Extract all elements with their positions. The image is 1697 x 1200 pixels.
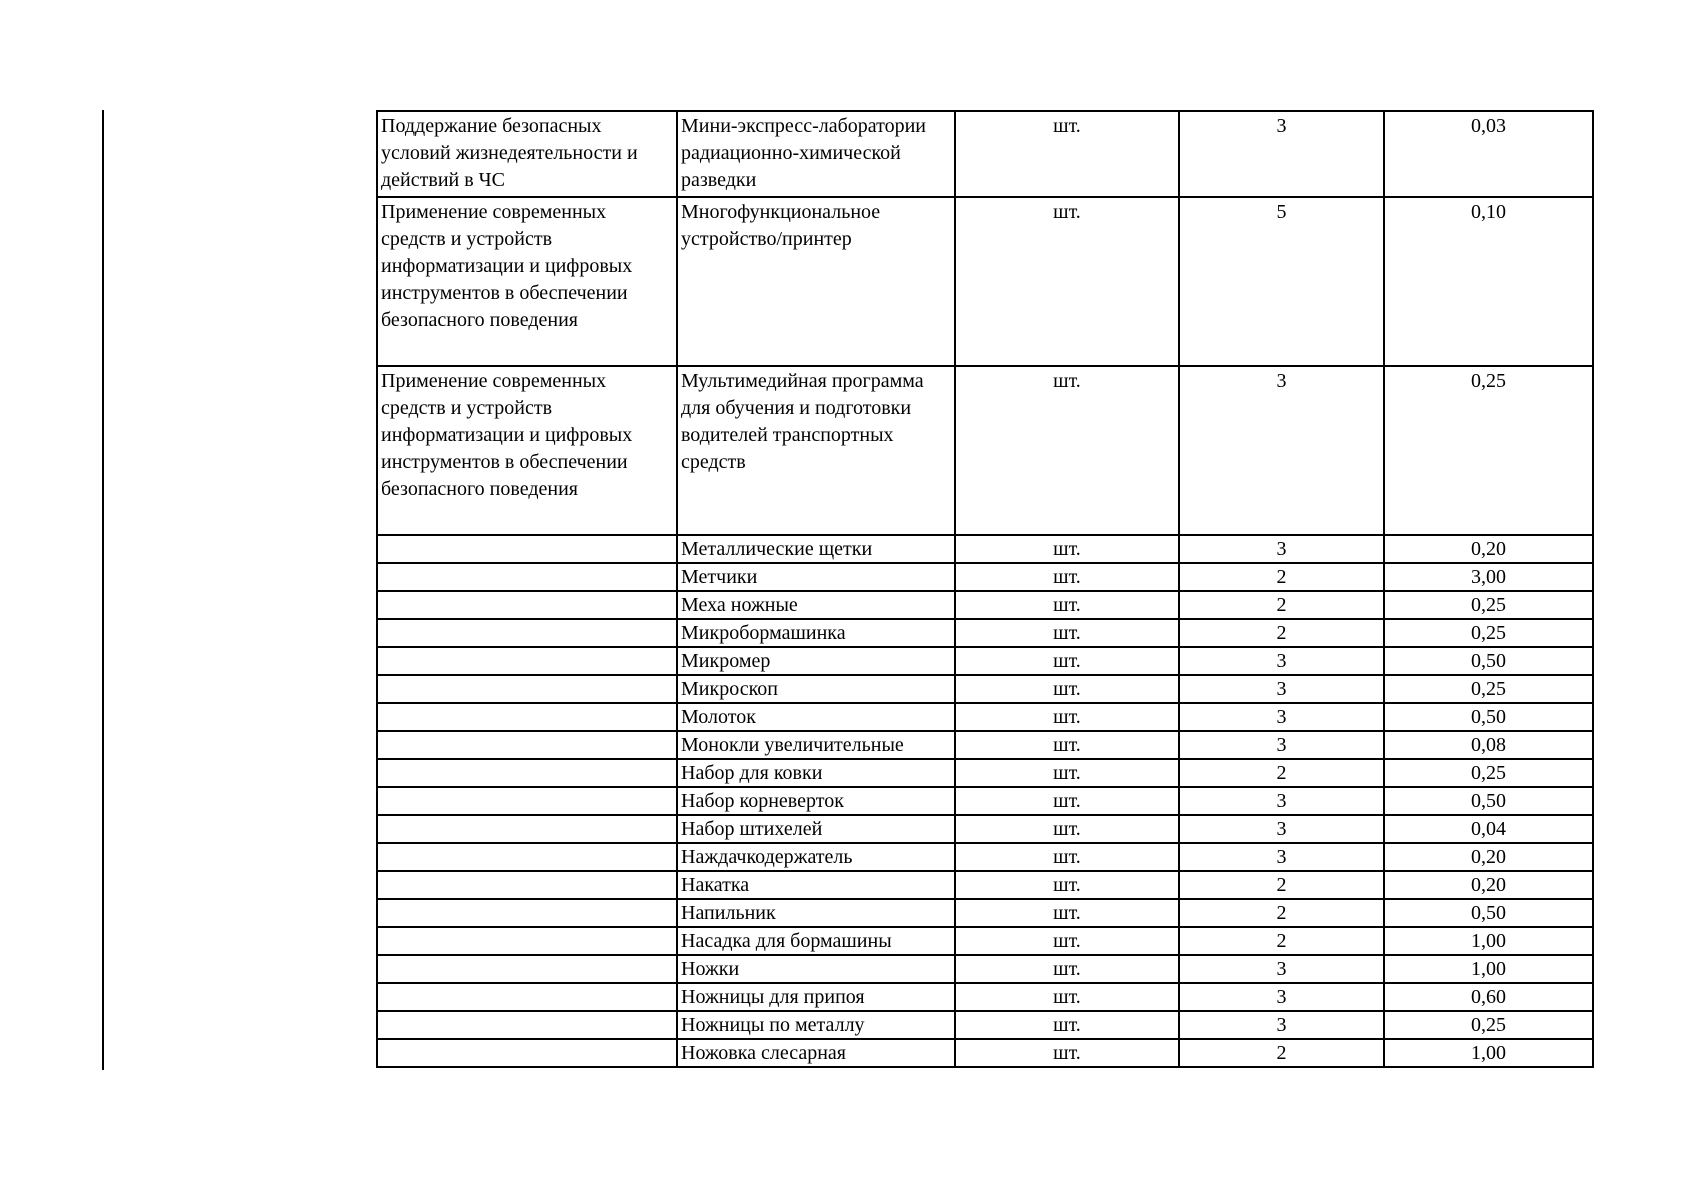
direction-cell [377, 703, 677, 731]
unit-cell: шт. [955, 703, 1179, 731]
unit-cell: шт. [955, 647, 1179, 675]
value-cell: 0,60 [1384, 983, 1593, 1011]
item-name-cell: Микробормашинка [677, 619, 955, 647]
quantity-cell: 3 [1179, 843, 1384, 871]
table-row [377, 955, 1593, 983]
quantity-cell: 2 [1179, 759, 1384, 787]
table-row [377, 675, 1593, 703]
direction-cell [377, 871, 677, 899]
value-cell: 0,20 [1384, 535, 1593, 563]
unit-cell: шт. [955, 815, 1179, 843]
quantity-cell: 3 [1179, 366, 1384, 535]
table-row [377, 703, 1593, 731]
unit-cell: шт. [955, 535, 1179, 563]
value-cell: 0,20 [1384, 871, 1593, 899]
quantity-cell: 3 [1179, 955, 1384, 983]
table-row [377, 787, 1593, 815]
unit-cell: шт. [955, 111, 1179, 197]
direction-cell [377, 535, 677, 563]
item-name-cell: Напильник [677, 899, 955, 927]
value-cell: 0,50 [1384, 787, 1593, 815]
quantity-cell: 2 [1179, 871, 1384, 899]
quantity-cell: 2 [1179, 1039, 1384, 1067]
unit-cell: шт. [955, 843, 1179, 871]
value-cell: 1,00 [1384, 927, 1593, 955]
table-row [377, 619, 1593, 647]
value-cell: 3,00 [1384, 563, 1593, 591]
unit-cell: шт. [955, 619, 1179, 647]
value-cell: 0,25 [1384, 759, 1593, 787]
item-name-cell: Набор штихелей [677, 815, 955, 843]
item-name-cell: Многофункциональное устройство/принтер [677, 197, 955, 366]
value-cell: 0,20 [1384, 843, 1593, 871]
value-cell: 0,25 [1384, 1011, 1593, 1039]
direction-cell [377, 983, 677, 1011]
item-name-cell: Набор корневерток [677, 787, 955, 815]
value-cell: 0,25 [1384, 366, 1593, 535]
item-name-cell: Микроскоп [677, 675, 955, 703]
quantity-cell: 2 [1179, 619, 1384, 647]
item-name-cell: Набор для ковки [677, 759, 955, 787]
table-row [377, 815, 1593, 843]
direction-cell [377, 815, 677, 843]
quantity-cell: 3 [1179, 787, 1384, 815]
direction-cell [377, 955, 677, 983]
unit-cell: шт. [955, 591, 1179, 619]
value-cell: 1,00 [1384, 955, 1593, 983]
direction-cell [377, 843, 677, 871]
unit-cell: шт. [955, 1039, 1179, 1067]
item-name-cell: Накатка [677, 871, 955, 899]
unit-cell: шт. [955, 1011, 1179, 1039]
value-cell: 0,04 [1384, 815, 1593, 843]
quantity-cell: 3 [1179, 1011, 1384, 1039]
unit-cell: шт. [955, 563, 1179, 591]
unit-cell: шт. [955, 197, 1179, 366]
direction-cell [377, 591, 677, 619]
quantity-cell: 5 [1179, 197, 1384, 366]
direction-cell [377, 619, 677, 647]
unit-cell: шт. [955, 899, 1179, 927]
table-row [377, 366, 1593, 535]
value-cell: 0,25 [1384, 591, 1593, 619]
quantity-cell: 3 [1179, 983, 1384, 1011]
value-cell: 1,00 [1384, 1039, 1593, 1067]
quantity-cell: 2 [1179, 899, 1384, 927]
unit-cell: шт. [955, 366, 1179, 535]
value-cell: 0,50 [1384, 899, 1593, 927]
table-row [377, 563, 1593, 591]
table-row [377, 843, 1593, 871]
item-name-cell: Наждачкодержатель [677, 843, 955, 871]
direction-cell: Применение современных средств и устройств информатизации и цифровых инструментов в обеспечении безопасного поведения [377, 197, 677, 366]
unit-cell: шт. [955, 759, 1179, 787]
value-cell: 0,25 [1384, 675, 1593, 703]
unit-cell: шт. [955, 871, 1179, 899]
unit-cell: шт. [955, 675, 1179, 703]
quantity-cell: 2 [1179, 927, 1384, 955]
direction-cell [377, 1039, 677, 1067]
quantity-cell: 2 [1179, 563, 1384, 591]
quantity-cell: 3 [1179, 647, 1384, 675]
table-row [377, 731, 1593, 759]
direction-cell [377, 787, 677, 815]
table-row [377, 927, 1593, 955]
value-cell: 0,08 [1384, 731, 1593, 759]
item-name-cell: Ножовка слесарная [677, 1039, 955, 1067]
quantity-cell: 3 [1179, 535, 1384, 563]
quantity-cell: 3 [1179, 111, 1384, 197]
item-name-cell: Монокли увеличительные [677, 731, 955, 759]
equipment-table-body [377, 111, 1593, 1067]
direction-cell [377, 731, 677, 759]
direction-cell [377, 927, 677, 955]
quantity-cell: 3 [1179, 703, 1384, 731]
table-row [377, 197, 1593, 366]
direction-cell [377, 1011, 677, 1039]
table-row [377, 899, 1593, 927]
quantity-cell: 3 [1179, 731, 1384, 759]
unit-cell: шт. [955, 927, 1179, 955]
item-name-cell: Металлические щетки [677, 535, 955, 563]
quantity-cell: 2 [1179, 591, 1384, 619]
direction-cell: Поддержание безопасных условий жизнедеятельности и действий в ЧС [377, 111, 677, 197]
item-name-cell: Мини-экспресс-лаборатории радиационно-химической разведки [677, 111, 955, 197]
table-row [377, 759, 1593, 787]
table-row [377, 1011, 1593, 1039]
table-row [377, 647, 1593, 675]
table-row [377, 983, 1593, 1011]
table-row [377, 591, 1593, 619]
item-name-cell: Ножницы по металлу [677, 1011, 955, 1039]
item-name-cell: Молоток [677, 703, 955, 731]
table-row [377, 871, 1593, 899]
item-name-cell: Мультимедийная программа для обучения и подготовки водителей транспортных средств [677, 366, 955, 535]
value-cell: 0,50 [1384, 647, 1593, 675]
item-name-cell: Ножницы для припоя [677, 983, 955, 1011]
page-margin-line [102, 110, 104, 1070]
unit-cell: шт. [955, 731, 1179, 759]
value-cell: 0,50 [1384, 703, 1593, 731]
direction-cell: Применение современных средств и устройств информатизации и цифровых инструментов в обеспечении безопасного поведения [377, 366, 677, 535]
value-cell: 0,25 [1384, 619, 1593, 647]
quantity-cell: 3 [1179, 815, 1384, 843]
direction-cell [377, 563, 677, 591]
item-name-cell: Метчики [677, 563, 955, 591]
value-cell: 0,03 [1384, 111, 1593, 197]
direction-cell [377, 759, 677, 787]
unit-cell: шт. [955, 787, 1179, 815]
unit-cell: шт. [955, 983, 1179, 1011]
table-row [377, 535, 1593, 563]
direction-cell [377, 647, 677, 675]
value-cell: 0,10 [1384, 197, 1593, 366]
table-row [377, 1039, 1593, 1067]
direction-cell [377, 899, 677, 927]
item-name-cell: Насадка для бормашины [677, 927, 955, 955]
direction-cell [377, 675, 677, 703]
equipment-table [376, 110, 1594, 1068]
item-name-cell: Меха ножные [677, 591, 955, 619]
item-name-cell: Ножки [677, 955, 955, 983]
quantity-cell: 3 [1179, 675, 1384, 703]
unit-cell: шт. [955, 955, 1179, 983]
table-row [377, 111, 1593, 197]
item-name-cell: Микромер [677, 647, 955, 675]
